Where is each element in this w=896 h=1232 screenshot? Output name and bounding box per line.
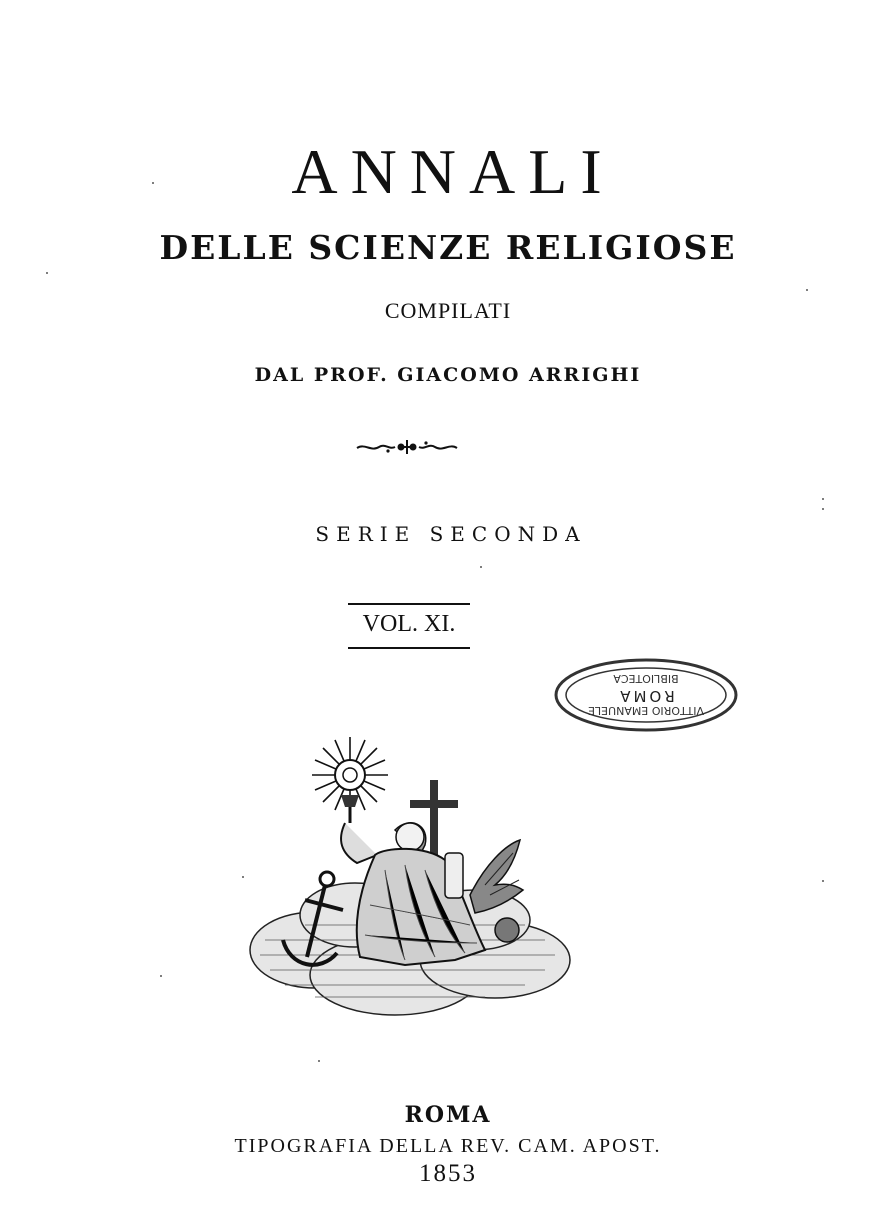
imprint-year: 1853 [419, 1160, 477, 1187]
journal-subtitle: DELLE SCIENZE RELIGIOSE [159, 228, 737, 267]
paper-speck [822, 498, 824, 500]
paper-speck [822, 508, 824, 510]
paper-speck [822, 880, 824, 882]
stamp-inner-text: BIBLIOTECA [613, 672, 679, 685]
library-stamp-icon [552, 656, 740, 734]
paper-speck [806, 289, 808, 291]
volume-label: VOL. XI. [362, 611, 456, 637]
paper-speck [46, 272, 48, 274]
rule-ornament-icon [355, 437, 459, 457]
paper-speck [480, 566, 482, 568]
paper-speck [318, 1060, 320, 1062]
journal-title: ANNALI [291, 136, 615, 207]
allegory-of-religion-engraving-icon [245, 735, 575, 1025]
volume-box [348, 603, 470, 649]
stamp-city: ROMA [617, 687, 675, 705]
paper-speck [152, 182, 154, 184]
stamp-outer-text: VITTORIO EMANUELE [588, 704, 704, 717]
paper-speck [242, 876, 244, 878]
series-label: SERIE SECONDA [315, 522, 587, 546]
paper-speck [160, 975, 162, 977]
compiled-label: COMPILATI [384, 298, 512, 323]
imprint-city: ROMA [404, 1102, 492, 1128]
author-line: DAL PROF. GIACOMO ARRIGHI [254, 364, 642, 386]
imprint-printer: TIPOGRAFIA DELLA REV. CAM. APOST. [234, 1135, 662, 1157]
